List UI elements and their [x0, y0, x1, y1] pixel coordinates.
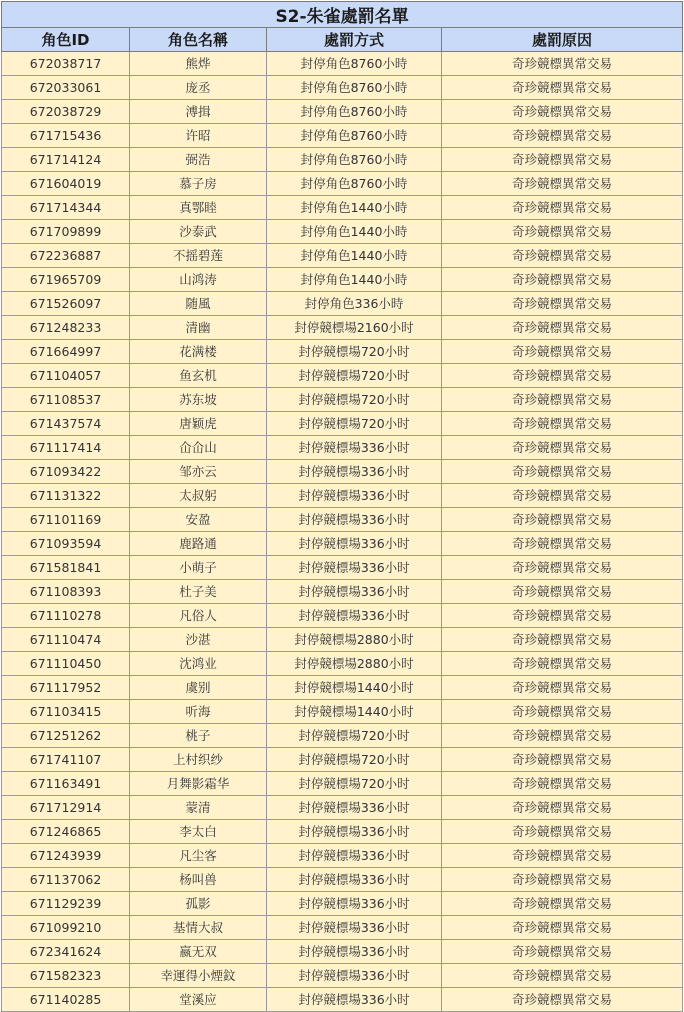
role-id-cell: 671101169: [2, 508, 130, 532]
penalty-reason-cell: 奇珍競標異常交易: [442, 364, 683, 388]
table-row: [2, 772, 683, 796]
role-id-cell: 672236887: [2, 244, 130, 268]
penalty-type-cell: 封停競標場336小时: [267, 868, 442, 892]
table-row: [2, 940, 683, 964]
role-id-cell: 671117952: [2, 676, 130, 700]
table-row: [2, 700, 683, 724]
penalty-reason-cell: 奇珍競標異常交易: [442, 940, 683, 964]
role-id-cell: 671110278: [2, 604, 130, 628]
penalty-reason-cell: 奇珍競標異常交易: [442, 988, 683, 1012]
penalty-reason-cell: 奇珍競標異常交易: [442, 292, 683, 316]
role-name-cell: 真鄂睦: [130, 196, 267, 220]
role-id-cell: 671103415: [2, 700, 130, 724]
role-name-cell: 鱼玄机: [130, 364, 267, 388]
table-row: [2, 460, 683, 484]
penalty-reason-cell: 奇珍競標異常交易: [442, 388, 683, 412]
penalty-type-cell: 封停競標場336小时: [267, 604, 442, 628]
penalty-reason-cell: 奇珍競標異常交易: [442, 316, 683, 340]
penalty-type-cell: 封停競標場2160小时: [267, 316, 442, 340]
penalty-type-cell: 封停競標場336小时: [267, 508, 442, 532]
role-name-cell: 花满楼: [130, 340, 267, 364]
penalty-reason-cell: 奇珍競標異常交易: [442, 532, 683, 556]
penalty-reason-cell: 奇珍競標異常交易: [442, 268, 683, 292]
penalty-reason-cell: 奇珍競標異常交易: [442, 772, 683, 796]
penalty-reason-cell: 奇珍競標異常交易: [442, 484, 683, 508]
table-row: [2, 268, 683, 292]
table-row: [2, 556, 683, 580]
penalty-type-cell: 封停競標場336小时: [267, 988, 442, 1012]
role-id-cell: 671251262: [2, 724, 130, 748]
role-id-cell: 671140285: [2, 988, 130, 1012]
penalty-reason-cell: 奇珍競標異常交易: [442, 700, 683, 724]
role-name-cell: 上村织纱: [130, 748, 267, 772]
penalty-reason-cell: 奇珍競標異常交易: [442, 340, 683, 364]
penalty-reason-cell: 奇珍競標異常交易: [442, 436, 683, 460]
table-body: [2, 52, 683, 1012]
penalty-list-table: [1, 1, 683, 1012]
sheet-title: S2-朱雀處罰名單: [2, 2, 683, 28]
header-penalty-reason: 處罰原因: [442, 28, 683, 52]
penalty-type-cell: 封停競標場336小时: [267, 484, 442, 508]
table-row: [2, 76, 683, 100]
role-name-cell: 唐颖虎: [130, 412, 267, 436]
role-id-cell: 671712914: [2, 796, 130, 820]
role-name-cell: 山鸿涛: [130, 268, 267, 292]
penalty-type-cell: 封停角色336小時: [267, 292, 442, 316]
title-row: [2, 2, 683, 28]
role-name-cell: 凡尘客: [130, 844, 267, 868]
table-row: [2, 724, 683, 748]
role-name-cell: 溥揖: [130, 100, 267, 124]
table-row: [2, 916, 683, 940]
penalty-type-cell: 封停競標場336小时: [267, 940, 442, 964]
penalty-type-cell: 封停競標場336小时: [267, 964, 442, 988]
penalty-type-cell: 封停競標場720小时: [267, 412, 442, 436]
penalty-type-cell: 封停競標場336小时: [267, 820, 442, 844]
penalty-reason-cell: 奇珍競標異常交易: [442, 916, 683, 940]
penalty-type-cell: 封停角色8760小時: [267, 124, 442, 148]
table-row: [2, 484, 683, 508]
penalty-reason-cell: 奇珍競標異常交易: [442, 796, 683, 820]
role-id-cell: 671243939: [2, 844, 130, 868]
penalty-type-cell: 封停角色8760小時: [267, 52, 442, 76]
role-name-cell: 随風: [130, 292, 267, 316]
table-row: [2, 172, 683, 196]
role-name-cell: 孤影: [130, 892, 267, 916]
table-row: [2, 52, 683, 76]
role-name-cell: 嬴无双: [130, 940, 267, 964]
role-id-cell: 671099210: [2, 916, 130, 940]
role-id-cell: 671104057: [2, 364, 130, 388]
table-row: [2, 220, 683, 244]
table-row: [2, 436, 683, 460]
table-row: [2, 412, 683, 436]
header-role-id: 角色ID: [2, 28, 130, 52]
role-id-cell: 672038729: [2, 100, 130, 124]
table-row: [2, 580, 683, 604]
penalty-type-cell: 封停競標場720小时: [267, 364, 442, 388]
role-id-cell: 671248233: [2, 316, 130, 340]
penalty-type-cell: 封停角色8760小時: [267, 76, 442, 100]
role-name-cell: 不摇碧莲: [130, 244, 267, 268]
penalty-reason-cell: 奇珍競標異常交易: [442, 676, 683, 700]
penalty-reason-cell: 奇珍競標異常交易: [442, 748, 683, 772]
role-id-cell: 671131322: [2, 484, 130, 508]
table-row: [2, 868, 683, 892]
role-id-cell: 671714344: [2, 196, 130, 220]
penalty-reason-cell: 奇珍競標異常交易: [442, 76, 683, 100]
role-name-cell: 月舞影霜华: [130, 772, 267, 796]
table-row: [2, 652, 683, 676]
role-name-cell: 幸運得小煙鈫: [130, 964, 267, 988]
role-name-cell: 沙湛: [130, 628, 267, 652]
penalty-type-cell: 封停競標場336小时: [267, 460, 442, 484]
table-row: [2, 508, 683, 532]
penalty-reason-cell: 奇珍競標異常交易: [442, 580, 683, 604]
role-name-cell: 苏东坡: [130, 388, 267, 412]
role-id-cell: 671741107: [2, 748, 130, 772]
penalty-reason-cell: 奇珍競標異常交易: [442, 172, 683, 196]
role-name-cell: 小萌子: [130, 556, 267, 580]
penalty-reason-cell: 奇珍競標異常交易: [442, 196, 683, 220]
penalty-type-cell: 封停競標場1440小时: [267, 700, 442, 724]
role-name-cell: 邹亦云: [130, 460, 267, 484]
role-id-cell: 671110450: [2, 652, 130, 676]
penalty-type-cell: 封停競標場720小时: [267, 724, 442, 748]
role-name-cell: 清幽: [130, 316, 267, 340]
role-id-cell: 672038717: [2, 52, 130, 76]
table-row: [2, 796, 683, 820]
penalty-type-cell: 封停角色1440小時: [267, 268, 442, 292]
table-row: [2, 844, 683, 868]
role-id-cell: 671582323: [2, 964, 130, 988]
penalty-type-cell: 封停角色1440小時: [267, 196, 442, 220]
penalty-reason-cell: 奇珍競標異常交易: [442, 628, 683, 652]
role-id-cell: 671604019: [2, 172, 130, 196]
role-id-cell: 671163491: [2, 772, 130, 796]
table-row: [2, 604, 683, 628]
role-name-cell: 太叔躬: [130, 484, 267, 508]
penalty-type-cell: 封停角色1440小時: [267, 244, 442, 268]
role-name-cell: 李太白: [130, 820, 267, 844]
table-row: [2, 748, 683, 772]
penalty-type-cell: 封停競標場720小时: [267, 748, 442, 772]
role-name-cell: 仚仚山: [130, 436, 267, 460]
table-row: [2, 124, 683, 148]
role-id-cell: 671093422: [2, 460, 130, 484]
penalty-reason-cell: 奇珍競標異常交易: [442, 652, 683, 676]
role-name-cell: 熊烨: [130, 52, 267, 76]
role-name-cell: 鹿路通: [130, 532, 267, 556]
penalty-reason-cell: 奇珍競標異常交易: [442, 820, 683, 844]
table-row: [2, 364, 683, 388]
table-row: [2, 340, 683, 364]
table-row: [2, 532, 683, 556]
role-name-cell: 许昭: [130, 124, 267, 148]
penalty-reason-cell: 奇珍競標異常交易: [442, 892, 683, 916]
role-name-cell: 桃子: [130, 724, 267, 748]
penalty-reason-cell: 奇珍競標異常交易: [442, 508, 683, 532]
header-row: [2, 28, 683, 52]
table-row: [2, 388, 683, 412]
role-id-cell: 671246865: [2, 820, 130, 844]
table-row: [2, 628, 683, 652]
penalty-reason-cell: 奇珍競標異常交易: [442, 244, 683, 268]
penalty-reason-cell: 奇珍競標異常交易: [442, 556, 683, 580]
penalty-type-cell: 封停競標場336小时: [267, 916, 442, 940]
table-row: [2, 244, 683, 268]
penalty-type-cell: 封停競標場720小时: [267, 340, 442, 364]
role-id-cell: 671129239: [2, 892, 130, 916]
penalty-type-cell: 封停競標場336小时: [267, 580, 442, 604]
table-row: [2, 196, 683, 220]
role-id-cell: 671714124: [2, 148, 130, 172]
penalty-type-cell: 封停競標場720小时: [267, 388, 442, 412]
role-name-cell: 沈鸿业: [130, 652, 267, 676]
role-name-cell: 凡俗人: [130, 604, 267, 628]
role-id-cell: 671664997: [2, 340, 130, 364]
penalty-reason-cell: 奇珍競標異常交易: [442, 724, 683, 748]
table-row: [2, 892, 683, 916]
role-name-cell: 沙泰武: [130, 220, 267, 244]
role-id-cell: 671715436: [2, 124, 130, 148]
table-row: [2, 676, 683, 700]
penalty-reason-cell: 奇珍競標異常交易: [442, 100, 683, 124]
role-id-cell: 672341624: [2, 940, 130, 964]
penalty-reason-cell: 奇珍競標異常交易: [442, 412, 683, 436]
role-name-cell: 听海: [130, 700, 267, 724]
role-name-cell: 慕子房: [130, 172, 267, 196]
penalty-type-cell: 封停競標場336小时: [267, 892, 442, 916]
penalty-type-cell: 封停角色8760小時: [267, 100, 442, 124]
penalty-reason-cell: 奇珍競標異常交易: [442, 604, 683, 628]
role-name-cell: 蒙清: [130, 796, 267, 820]
penalty-type-cell: 封停角色8760小時: [267, 148, 442, 172]
role-id-cell: 671137062: [2, 868, 130, 892]
role-name-cell: 庞丞: [130, 76, 267, 100]
role-id-cell: 671108393: [2, 580, 130, 604]
role-id-cell: 671110474: [2, 628, 130, 652]
table-row: [2, 820, 683, 844]
role-id-cell: 671093594: [2, 532, 130, 556]
role-id-cell: 671526097: [2, 292, 130, 316]
role-id-cell: 671108537: [2, 388, 130, 412]
penalty-type-cell: 封停角色8760小時: [267, 172, 442, 196]
penalty-reason-cell: 奇珍競標異常交易: [442, 964, 683, 988]
penalty-reason-cell: 奇珍競標異常交易: [442, 124, 683, 148]
role-id-cell: 671709899: [2, 220, 130, 244]
role-name-cell: 虞别: [130, 676, 267, 700]
role-name-cell: 杨叫兽: [130, 868, 267, 892]
penalty-type-cell: 封停競標場336小时: [267, 556, 442, 580]
header-role-name: 角色名稱: [130, 28, 267, 52]
role-name-cell: 弼浩: [130, 148, 267, 172]
penalty-type-cell: 封停競標場336小时: [267, 436, 442, 460]
penalty-type-cell: 封停競標場2880小时: [267, 652, 442, 676]
role-id-cell: 671581841: [2, 556, 130, 580]
role-id-cell: 671965709: [2, 268, 130, 292]
penalty-reason-cell: 奇珍競標異常交易: [442, 868, 683, 892]
role-name-cell: 堂溪应: [130, 988, 267, 1012]
penalty-type-cell: 封停競標場720小时: [267, 772, 442, 796]
penalty-reason-cell: 奇珍競標異常交易: [442, 52, 683, 76]
penalty-reason-cell: 奇珍競標異常交易: [442, 220, 683, 244]
penalty-reason-cell: 奇珍競標異常交易: [442, 148, 683, 172]
table-row: [2, 148, 683, 172]
penalty-type-cell: 封停競標場336小时: [267, 796, 442, 820]
table-row: [2, 100, 683, 124]
penalty-type-cell: 封停競標場336小时: [267, 844, 442, 868]
penalty-type-cell: 封停角色1440小時: [267, 220, 442, 244]
penalty-type-cell: 封停競標場2880小时: [267, 628, 442, 652]
table-row: [2, 964, 683, 988]
table-row: [2, 316, 683, 340]
role-name-cell: 杜子美: [130, 580, 267, 604]
header-penalty-type: 處罰方式: [267, 28, 442, 52]
table-row: [2, 292, 683, 316]
role-name-cell: 基情大叔: [130, 916, 267, 940]
table-row: [2, 988, 683, 1012]
role-id-cell: 672033061: [2, 76, 130, 100]
role-name-cell: 安盈: [130, 508, 267, 532]
penalty-type-cell: 封停競標場1440小时: [267, 676, 442, 700]
penalty-reason-cell: 奇珍競標異常交易: [442, 844, 683, 868]
role-id-cell: 671117414: [2, 436, 130, 460]
role-id-cell: 671437574: [2, 412, 130, 436]
penalty-type-cell: 封停競標場336小时: [267, 532, 442, 556]
penalty-reason-cell: 奇珍競標異常交易: [442, 460, 683, 484]
